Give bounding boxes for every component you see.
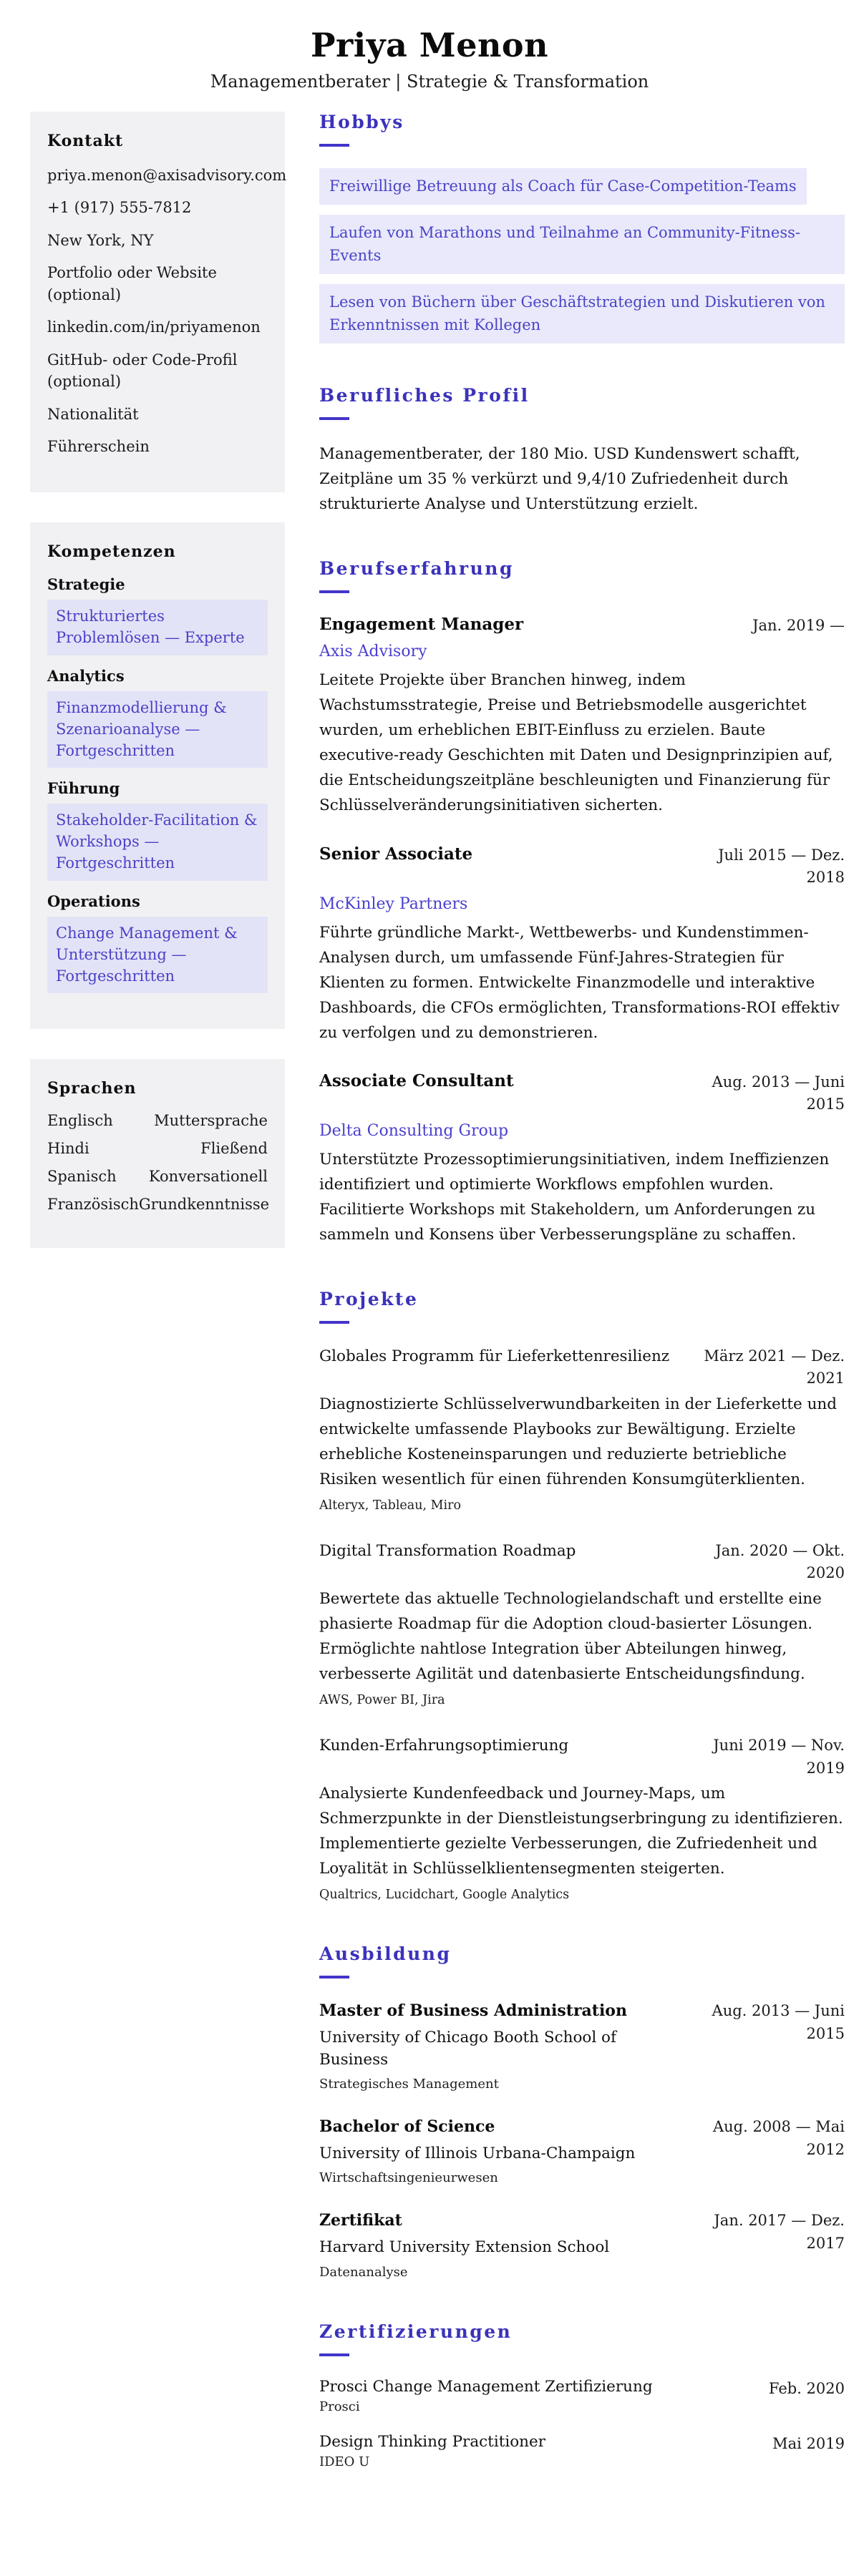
- project-entry: [319, 1540, 845, 1707]
- education-dates: Aug. 2013 — Juni 2015: [712, 2002, 845, 2042]
- language-level: Fließend: [200, 1140, 268, 1158]
- education-entry-main: [319, 2000, 674, 2092]
- degree-name: Bachelor of Science: [319, 2117, 495, 2137]
- experience-section: [319, 558, 845, 1247]
- skill-category: Führung: [47, 779, 120, 798]
- school-name: University of Chicago Booth School of Business: [319, 2029, 616, 2069]
- certification-dates: Feb. 2020: [768, 2379, 845, 2397]
- company-link[interactable]: McKinley Partners: [319, 894, 468, 913]
- contact-item: Nationalität: [47, 405, 139, 423]
- projects-title: Projekte: [319, 1288, 419, 1309]
- skill-pill: Finanzmodellierung & Szenarioanalyse — Fortgeschritten: [47, 691, 268, 768]
- education-entry-main: [319, 2116, 635, 2185]
- project-tools: Alteryx, Tableau, Miro: [319, 1498, 462, 1513]
- skills-section: [30, 522, 285, 1029]
- header: [0, 26, 859, 92]
- school-name: Harvard University Extension School: [319, 2238, 610, 2257]
- person-name: Priya Menon: [310, 26, 549, 64]
- project-description: Bewertete das aktuelle Technologielandschaft und erstellte eine phasierte Roadmap für die Adoption cloud-basierter Lösungen. Ermöglichte nahtlose Integration über Abteilungen hinweg, verbesserte Agilität und datenbasierte Entscheidungsfindung.: [319, 1589, 822, 1684]
- hobby-item: Lesen von Büchern über Geschäftstrategien und Diskutieren von Erkenntnissen mit Kollegen: [319, 284, 845, 343]
- job-title: Senior Associate: [319, 844, 473, 864]
- certification-entry-main: [319, 2378, 653, 2414]
- certification-issuer: Prosci: [319, 2399, 360, 2414]
- language-name: Englisch: [47, 1112, 113, 1130]
- project-description: Analysierte Kundenfeedback und Journey-Maps, um Schmerzpunkte in der Dienstleistungserbringung zu identifizieren. Implementierte gezielte Verbesserungen, die Zufriedenheit und Loyalität in Schlüsselklientensegmenten steigerten.: [319, 1785, 843, 1878]
- school-name: University of Illinois Urbana-Champaign: [319, 2145, 636, 2163]
- project-entry: [319, 1735, 845, 1902]
- company-link[interactable]: Axis Advisory: [319, 643, 427, 661]
- hobbies-title: Hobbys: [319, 112, 404, 132]
- job-title: Engagement Manager: [319, 614, 524, 634]
- hobby-item: Freiwillige Betreuung als Coach für Case-Competition-Teams: [319, 168, 807, 205]
- education-dates: Aug. 2008 — Mai 2012: [712, 2118, 845, 2158]
- profile-title: Berufliches Profil: [319, 384, 530, 406]
- hobby-item: Laufen von Marathons und Teilnahme an Community-Fitness-Events: [319, 215, 845, 274]
- job-dates: Jan. 2019 —: [752, 616, 845, 634]
- contact-item: Führerschein: [47, 437, 150, 455]
- degree-name: Master of Business Administration: [319, 2001, 627, 2021]
- contact-item: GitHub- oder Code-Profil (optional): [47, 351, 238, 391]
- skill-category: Analytics: [47, 667, 125, 685]
- profile-section: [319, 385, 845, 517]
- project-dates: Jan. 2020 — Okt. 2020: [715, 1541, 845, 1582]
- project-dates: Juni 2019 — Nov. 2019: [713, 1737, 845, 1777]
- contact-item: +1 (917) 555-7812: [47, 199, 192, 217]
- skill-category: Operations: [47, 892, 140, 910]
- skills-title: Kompetenzen: [47, 542, 176, 562]
- skill-pill: Stakeholder-Facilitation & Workshops — Fortgeschritten: [47, 804, 268, 880]
- contact-item: Portfolio oder Website (optional): [47, 264, 217, 303]
- experience-entry: [319, 1071, 845, 1247]
- education-entry-header: [319, 2210, 845, 2279]
- education-section: [319, 1943, 845, 2279]
- section-underline: [319, 1976, 349, 1979]
- project-entry-header: [319, 1540, 845, 1585]
- field-of-study: Strategisches Management: [319, 2077, 499, 2092]
- language-level: Muttersprache: [154, 1112, 268, 1130]
- language-level: Grundkenntnisse: [138, 1196, 270, 1214]
- experience-entry-header: [319, 844, 845, 889]
- sidebar: [30, 112, 285, 1278]
- job-description: Unterstützte Prozessoptimierungsinitiativen, indem Ineffizienzen identifiziert und optimierte Workflows empfohlen wurden. Facilitierte Workshops mit Stakeholdern, um Anforderungen zu sammeln und Konsens über Verbesserungspläne zu schaffen.: [319, 1150, 830, 1244]
- language-row: [47, 1140, 268, 1157]
- experience-title: Berufserfahrung: [319, 557, 514, 579]
- education-entry-main: [319, 2210, 609, 2279]
- project-tools: AWS, Power BI, Jira: [319, 1693, 445, 1708]
- degree-name: Zertifikat: [319, 2211, 402, 2230]
- profile-text: Managementberater, der 180 Mio. USD Kundenswert schafft, Zeitpläne um 35 % verkürzt und 9,4/10 Zufriedenheit durch strukturierte Analyse und Unterstützung erzielt.: [319, 444, 800, 513]
- hobbies-section: [319, 112, 845, 343]
- projects-section: [319, 1289, 845, 1902]
- languages-section: [30, 1059, 285, 1248]
- section-underline: [319, 590, 349, 593]
- section-underline: [319, 144, 349, 147]
- education-entry: [319, 2000, 845, 2092]
- project-name: Kunden-Erfahrungsoptimierung: [319, 1737, 569, 1755]
- project-entry: [319, 1345, 845, 1513]
- job-description: Führte gründliche Markt-, Wettbewerbs- und Kundenstimmen-Analysen durch, um umfassende Fünf-Jahres-Strategien für Klienten zu formen. Entwickelte Finanzmodelle und interaktive Dashboards, die CFOs ermöglichten, Transformations-ROI effektiv zu verfolgen und zu demonstrieren.: [319, 923, 840, 1042]
- certifications-title: Zertifizierungen: [319, 2321, 513, 2342]
- skill-group: [47, 575, 268, 655]
- certification-entry-main: [319, 2433, 545, 2469]
- certification-entry: [319, 2378, 845, 2414]
- certifications-section: [319, 2321, 845, 2469]
- experience-entry-header: [319, 615, 845, 638]
- contact-item: priya.menon@axisadvisory.com: [47, 167, 287, 184]
- certification-entry-header: [319, 2378, 845, 2414]
- skill-group: [47, 779, 268, 880]
- skill-group: [47, 667, 268, 768]
- language-name: Spanisch: [47, 1168, 117, 1186]
- education-entry: [319, 2116, 845, 2185]
- education-entry-header: [319, 2116, 845, 2185]
- field-of-study: Datenanalyse: [319, 2264, 408, 2280]
- job-title: Associate Consultant: [319, 1070, 514, 1091]
- skill-group: [47, 892, 268, 993]
- certification-entry: [319, 2433, 845, 2469]
- education-entry: [319, 2210, 845, 2279]
- project-entry-header: [319, 1345, 845, 1390]
- certification-dates: Mai 2019: [772, 2434, 845, 2452]
- main-column: [319, 112, 845, 2511]
- field-of-study: Wirtschaftsingenieurwesen: [319, 2170, 498, 2186]
- contact-title: Kontakt: [47, 132, 124, 150]
- certification-issuer: IDEO U: [319, 2454, 370, 2469]
- job-dates: Juli 2015 — Dez. 2018: [718, 846, 845, 887]
- skill-category: Strategie: [47, 575, 125, 594]
- job-description: Leitete Projekte über Branchen hinweg, indem Wachstumsstrategie, Preise und Betriebsmodelle ausgerichtet wurden, um erheblichen EBIT-Einfluss zu erzielen. Baute executive-ready Geschichten mit Daten und Designprinzipien auf, die Entscheidungszeitpläne beschleunigten und Finanzierung für Schlüsselveränderungsinitiativen sicherten.: [319, 671, 833, 815]
- skill-pill: Change Management & Unterstützung — Fortgeschritten: [47, 917, 268, 993]
- company-link[interactable]: Delta Consulting Group: [319, 1121, 509, 1140]
- project-entry-header: [319, 1735, 845, 1780]
- experience-entry: [319, 844, 845, 1045]
- languages-title: Sprachen: [47, 1079, 137, 1098]
- section-underline: [319, 2353, 349, 2356]
- language-row: [47, 1196, 268, 1213]
- language-row: [47, 1112, 268, 1129]
- section-underline: [319, 417, 349, 420]
- language-level: Konversationell: [148, 1168, 268, 1186]
- contact-section: [30, 112, 285, 492]
- project-description: Diagnostizierte Schlüsselverwundbarkeiten in der Lieferkette und entwickelte umfassende Playbooks zur Bewältigung. Erzielte erhebliche Kosteneinsparungen und reduzierte betriebliche Risiken wesentlich für einen führenden Konsumgüterklienten.: [319, 1395, 838, 1488]
- project-dates: März 2021 — Dez. 2021: [704, 1347, 845, 1387]
- education-dates: Jan. 2017 — Dez. 2017: [714, 2212, 845, 2252]
- project-tools: Qualtrics, Lucidchart, Google Analytics: [319, 1888, 570, 1903]
- job-dates: Aug. 2013 — Juni 2015: [712, 1073, 845, 1113]
- skill-pill: Strukturiertes Problemlösen — Experte: [47, 600, 268, 655]
- education-entry-header: [319, 2000, 845, 2092]
- contact-item: linkedin.com/in/priyamenon: [47, 318, 261, 336]
- project-name: Digital Transformation Roadmap: [319, 1541, 576, 1560]
- certification-name: Prosci Change Management Zertifizierung: [319, 2377, 653, 2396]
- language-name: Hindi: [47, 1140, 89, 1158]
- certification-entry-header: [319, 2433, 845, 2469]
- person-headline: Managementberater | Strategie & Transformation: [210, 72, 649, 92]
- language-row: [47, 1168, 268, 1185]
- education-title: Ausbildung: [319, 1943, 452, 1965]
- content-columns: [0, 112, 859, 2554]
- contact-item: New York, NY: [47, 231, 154, 249]
- experience-entry-header: [319, 1071, 845, 1116]
- language-name: Französisch: [47, 1196, 139, 1214]
- section-underline: [319, 1321, 349, 1324]
- certification-name: Design Thinking Practitioner: [319, 2432, 546, 2451]
- project-name: Globales Programm für Lieferkettenresilienz: [319, 1347, 670, 1365]
- experience-entry: [319, 615, 845, 819]
